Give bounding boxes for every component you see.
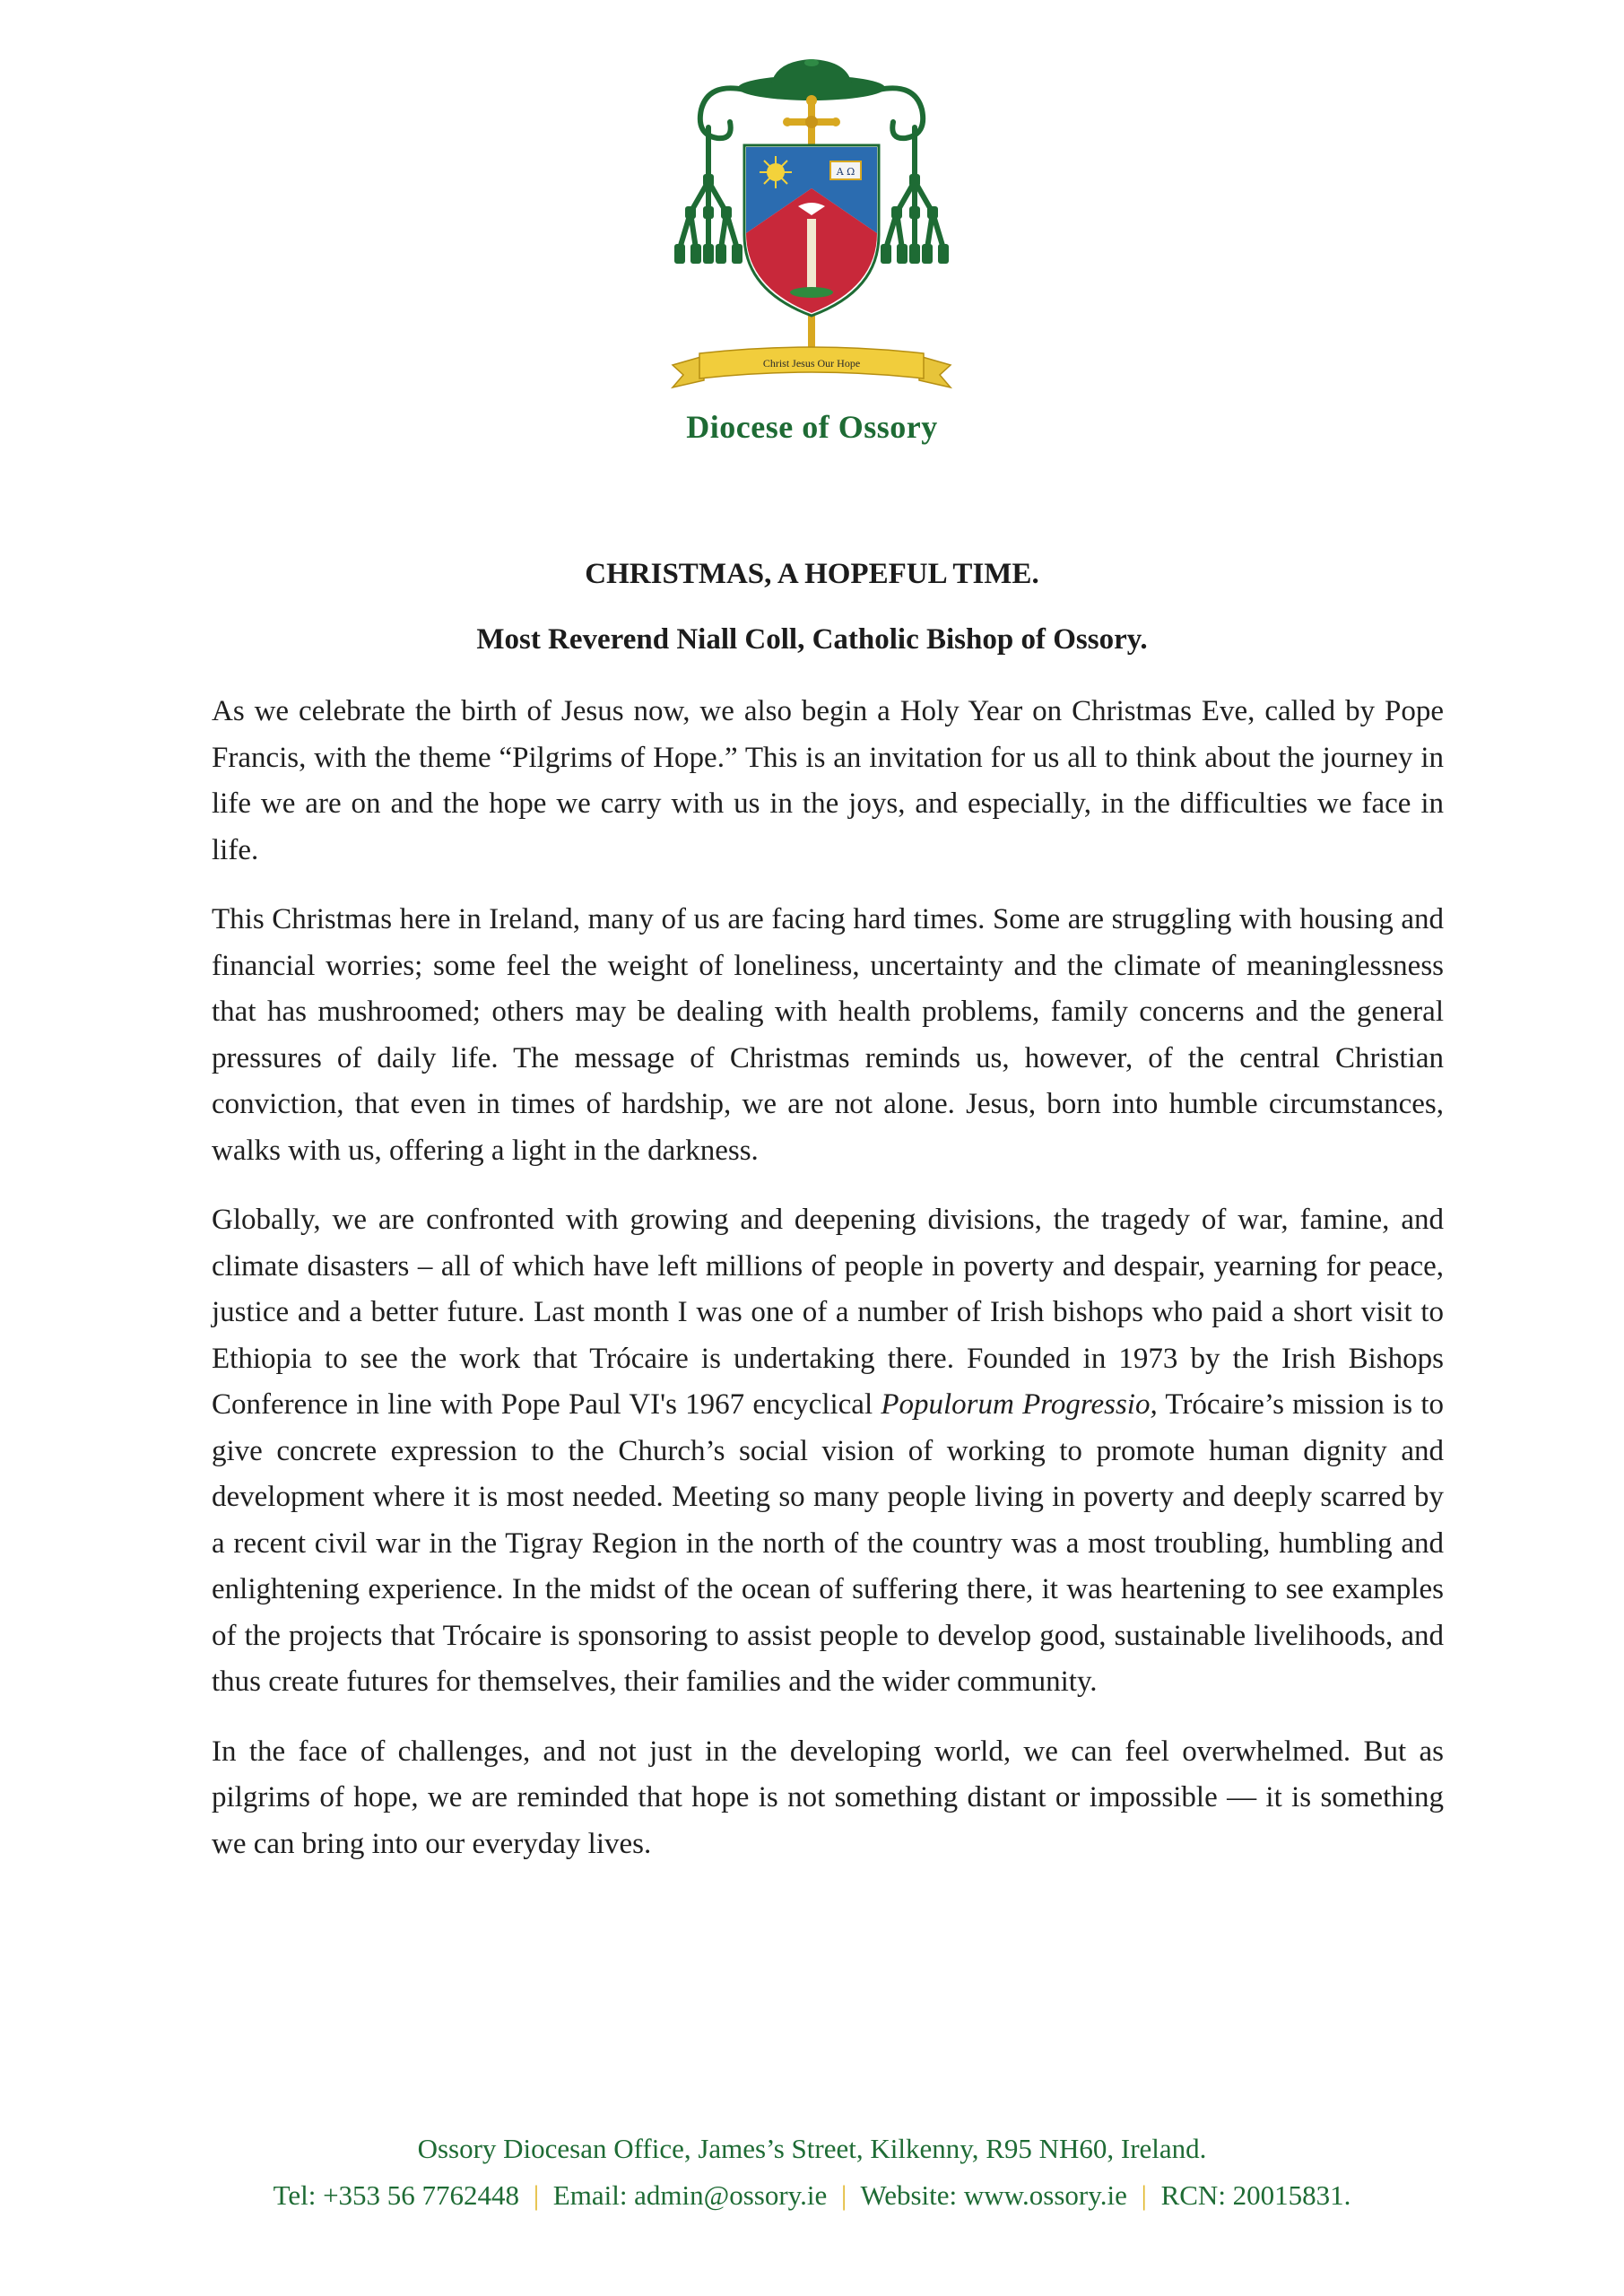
shield-icon — [744, 145, 879, 316]
footer-contact — [0, 2179, 1624, 2212]
footer-email[interactable]: Email: admin@ossory.ie — [552, 2179, 828, 2211]
article-title: CHRISTMAS, A HOPEFUL TIME. — [585, 558, 1039, 590]
coat-of-arms-logo — [655, 56, 968, 410]
paragraph-3 — [212, 1197, 1444, 1706]
svg-text:Christ Jesus Our Hope: Christ Jesus Our Hope — [762, 357, 861, 370]
paragraph-3-part-2: Trócaire’s mission is to give concrete expression to the Church’s social vision of working to promote human dignity and development where it is most needed. Meeting so many people living in poverty and deeply scarred by a recent civil war in the Tigray Region in the north of the country was a most troubling, humbling and enlightening experience. In the midst of the ocean of suffering there, it was heartening to see examples of the projects that Trócaire is sponsoring to assist people to develop good, sustainable livelihoods, and thus create futures for themselves, their families and the wider community. — [212, 1388, 1444, 1698]
diocese-name: Diocese of Ossory — [686, 409, 938, 445]
footer-separator: | — [1141, 2179, 1147, 2211]
svg-text:A Ω: A Ω — [836, 166, 855, 178]
paragraph-1: As we celebrate the birth of Jesus now, we also begin a Holy Year on Christmas Eve, called by Pope Francis, with the theme “Pilgrims of Hope.” This is an invitation for us all to think about the journey in life we are on and the hope we carry with us in the joys, and especially, in the difficulties we face in life. — [212, 695, 1444, 866]
galero-hat-icon — [738, 59, 885, 100]
footer-separator: | — [841, 2179, 847, 2211]
paragraph-2: This Christmas here in Ireland, many of us are facing hard times. Some are struggling with housing and financial worries; some feel the weight of loneliness, uncertainty and the climate of meaninglessness that has mushroomed; others may be dealing with health problems, family concerns and the general pressures of daily life. The message of Christmas reminds us, however, of the central Christian conviction, that even in times of hardship, we are not alone. Jesus, born into humble circumstances, walks with us, offering a light in the darkness. — [212, 903, 1444, 1167]
encyclical-title: Populorum Progressio, — [881, 1388, 1158, 1421]
article-body — [212, 689, 1444, 1891]
footer-phone: Tel: +353 56 7762448 — [273, 2179, 520, 2211]
paragraph-3-part-1: Globally, we are confronted with growing and deepening divisions, the tragedy of war, famine, and climate disasters – all of which have left millions of people in poverty and despair, yearning for peace, justice and a better future. Last month I was one of a number of Irish bishops who paid a short visit to Ethiopia to see the work that Trócaire is undertaking there. Founded in 1973 by the Irish Bishops Conference in line with Pope Paul VI's 1967 encyclical — [212, 1204, 1444, 1421]
footer-website[interactable]: Website: www.ossory.ie — [860, 2179, 1127, 2211]
footer-separator: | — [533, 2179, 540, 2211]
motto-scroll — [673, 347, 951, 387]
footer-rcn: RCN: 20015831. — [1160, 2179, 1351, 2211]
paragraph-4: In the face of challenges, and not just in the developing world, we can feel overwhelmed. But as pilgrims of hope, we are reminded that hope is not something distant or impossible — it is something we can bring into our everyday lives. — [212, 1735, 1444, 1860]
article-byline: Most Reverend Niall Coll, Catholic Bishop of Ossory. — [476, 623, 1148, 656]
footer-address: Ossory Diocesan Office, James’s Street, Kilkenny, R95 NH60, Ireland. — [417, 2133, 1207, 2164]
